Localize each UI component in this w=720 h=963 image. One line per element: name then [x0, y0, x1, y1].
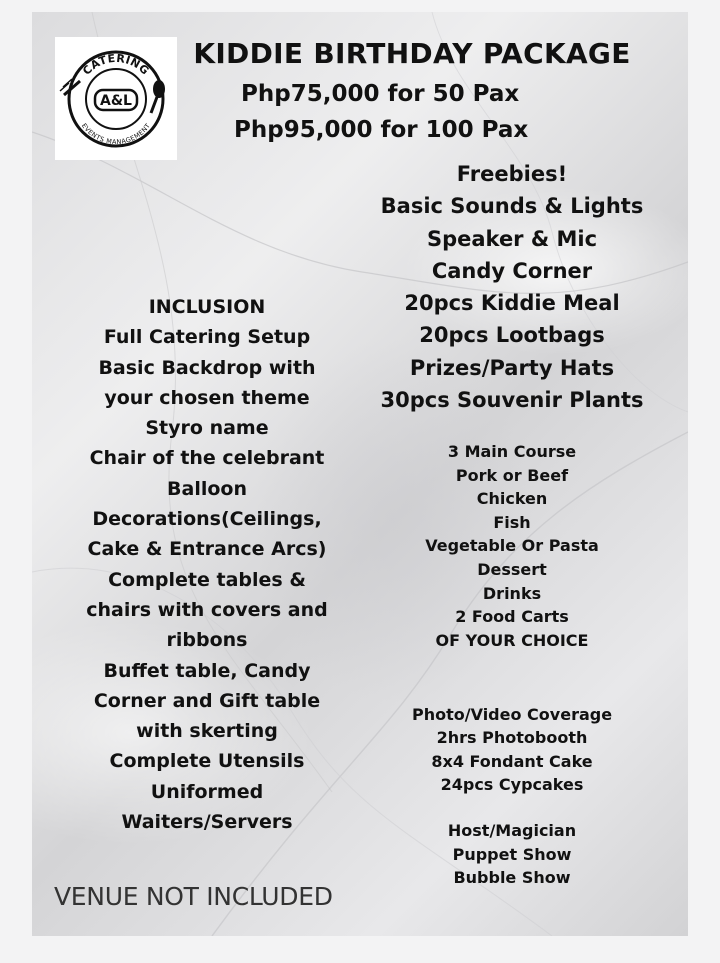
inclusion-list [72, 292, 342, 837]
inclusion-line: Complete Utensils [109, 750, 305, 773]
extra-item: 8x4 Fondant Cake [431, 751, 593, 771]
freebie-item: 20pcs Kiddie Meal [404, 291, 620, 316]
menu-list [412, 440, 612, 652]
svg-text:CATERING: CATERING [80, 51, 152, 78]
menu-item: Chicken [476, 489, 548, 509]
inclusion-line: Styro name [145, 417, 269, 440]
menu-item: Vegetable Or Pasta [425, 536, 599, 556]
menu-item: Drinks [482, 583, 542, 603]
inclusion-line: Basic Backdrop with [98, 356, 316, 379]
freebie-item: 20pcs Lootbags [419, 323, 605, 348]
extra-item: Bubble Show [453, 868, 571, 887]
extra-item: Photo/Video Coverage [412, 705, 613, 724]
svg-text:A&L: A&L [100, 93, 132, 109]
logo-emblem-icon [55, 37, 177, 160]
venue-note: VENUE NOT INCLUDED [54, 882, 333, 911]
inclusion-line: Cake & Entrance Arcs) [87, 538, 327, 561]
extra-item: Host/Magician [447, 821, 577, 840]
extras-entertainment-list [412, 819, 612, 890]
inclusion-line: ribbons [166, 629, 248, 652]
inclusion-line: Decorations(Ceilings, [92, 508, 322, 531]
inclusion-line: Buffet table, Candy [103, 659, 311, 682]
inclusion-heading: INCLUSION [148, 296, 266, 318]
flyer [32, 12, 688, 936]
extras-media-list [412, 703, 612, 796]
menu-item: Pork or Beef [455, 465, 569, 485]
extra-item: 2hrs Photobooth [436, 728, 588, 748]
inclusion-line: Uniformed [150, 780, 264, 803]
freebies-heading: Freebies! [456, 162, 568, 186]
package-title: KIDDIE BIRTHDAY PACKAGE [193, 37, 631, 70]
inclusion-line: Complete tables & [108, 568, 306, 591]
extra-item: Puppet Show [452, 844, 572, 864]
menu-item: Fish [493, 512, 531, 532]
freebies-list [372, 158, 652, 416]
menu-item: OF YOUR CHOICE [435, 630, 589, 650]
inclusion-line: Balloon [167, 477, 247, 500]
svg-text:EVENTS MANAGEMENT: EVENTS MANAGEMENT [79, 121, 153, 147]
inclusion-line: chairs with covers and [86, 598, 328, 621]
logo [55, 37, 177, 160]
menu-item: Dessert [477, 559, 547, 579]
inclusion-line: Chair of the celebrant [89, 447, 325, 470]
menu-item: 2 Food Carts [455, 607, 569, 627]
extra-item: 24pcs Cypcakes [440, 774, 584, 794]
freebie-item: Candy Corner [431, 258, 593, 283]
inclusion-line: Corner and Gift table [93, 689, 321, 712]
inclusion-line: Full Catering Setup [103, 326, 311, 349]
inclusion-line: your chosen theme [104, 386, 310, 409]
freebie-item: Speaker & Mic [426, 226, 598, 251]
price-50-pax: Php75,000 for 50 Pax [241, 81, 520, 107]
menu-item: 3 Main Course [447, 442, 577, 461]
freebie-item: Prizes/Party Hats [409, 355, 615, 380]
freebie-item: 30pcs Souvenir Plants [380, 388, 644, 413]
freebie-item: Basic Sounds & Lights [380, 194, 644, 219]
inclusion-line: with skerting [136, 720, 278, 743]
inclusion-line: Waiters/Servers [121, 811, 293, 834]
price-100-pax: Php95,000 for 100 Pax [234, 117, 529, 143]
